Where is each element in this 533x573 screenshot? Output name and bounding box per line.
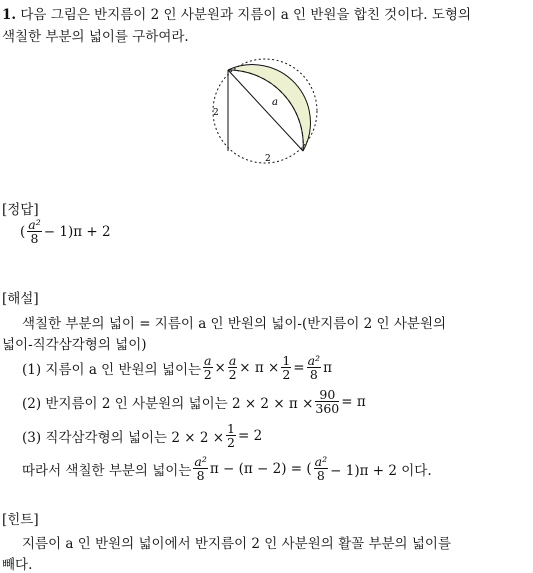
- step3-frac-num: 1: [227, 421, 235, 436]
- problem-text-2: 색칠한 부분의 넓이를 구하여라.: [2, 29, 189, 45]
- conclusion-mid: π − (π − 2) = (: [209, 460, 312, 477]
- step1-frac-1-den: 2: [203, 367, 212, 382]
- conclusion-frac-2-num: a²: [314, 454, 328, 469]
- explanation-conclusion: [22, 455, 432, 482]
- answer-fraction: [27, 218, 41, 245]
- step1-label: (1) 지름이 a 인 반원의 넓이는: [22, 361, 202, 378]
- problem-line-1: [2, 3, 471, 23]
- label-bottom-2: 2: [265, 154, 271, 164]
- step3-frac: [226, 422, 236, 449]
- explanation-step-2: [22, 388, 366, 415]
- label-left-2: 2: [213, 108, 219, 118]
- shaded-region: [228, 65, 310, 151]
- hint-line-2: 빼다.: [2, 557, 33, 573]
- step1-frac-1-num: a: [204, 353, 212, 368]
- label-a: a: [272, 97, 278, 108]
- answer-frac-den: 8: [30, 231, 39, 246]
- step1-times: ×: [214, 359, 226, 376]
- step1-mid: × π ×: [239, 359, 280, 376]
- step2-label: (2) 반지름이 2 인 사분원의 넓이는 2 × 2 × π ×: [22, 395, 314, 412]
- step1-frac-1: [203, 354, 212, 381]
- hint-header: [힌트]: [2, 512, 39, 528]
- step1-frac-4-num: a²: [307, 353, 321, 368]
- step2-frac-num: 90: [315, 388, 339, 402]
- conclusion-frac-1-den: 8: [196, 468, 205, 483]
- hint-line-1: 지름이 a 인 반원의 넓이에서 반지름이 2 인 사분원의 활꼴 부분의 넓이를: [22, 536, 451, 552]
- step1-frac-4-den: 8: [309, 367, 318, 382]
- explanation-step-1: [22, 354, 332, 381]
- step1-frac-2: [228, 354, 237, 381]
- answer-open: (: [20, 223, 26, 240]
- answer-expression: [20, 218, 111, 245]
- step2-frac: [315, 388, 339, 415]
- step1-frac-4: [307, 354, 321, 381]
- figure-diagram: [205, 55, 330, 165]
- explanation-header: [해설]: [2, 291, 39, 307]
- conclusion-frac-1-num: a²: [194, 454, 207, 469]
- conclusion-label: 따라서 색칠한 부분의 넓이는: [22, 462, 192, 479]
- step3-frac-den: 2: [227, 435, 235, 450]
- step1-frac-2-num: a: [228, 353, 237, 368]
- answer-frac-num: a²: [28, 217, 41, 232]
- step1-frac-2-den: 2: [228, 367, 237, 382]
- step1-frac-3-num: 1: [282, 353, 291, 368]
- step1-frac-3: [281, 354, 291, 381]
- conclusion-tail: − 1)π + 2 이다.: [330, 462, 432, 479]
- step2-tail: = π: [341, 393, 366, 410]
- step1-frac-3-den: 2: [282, 367, 291, 382]
- answer-rest: − 1)π + 2: [43, 223, 111, 240]
- problem-number: 1.: [2, 7, 17, 23]
- problem-text-1: 다음 그림은 반지름이 2 인 사분원과 지름이 a 인 반원을 합친 것이다. 도형의: [20, 7, 472, 23]
- explanation-line-2: 넓이-직각삼각형의 넓이): [2, 337, 147, 353]
- step3-tail: = 2: [238, 427, 263, 444]
- step1-tail: π: [323, 359, 332, 376]
- step3-label: (3) 직각삼각형의 넓이는 2 × 2 ×: [22, 429, 225, 446]
- explanation-line-1: 색칠한 부분의 넓이 = 지름이 a 인 반원의 넓이-(반지름이 2 인 사분원의: [22, 316, 447, 332]
- conclusion-frac-2: [314, 455, 328, 482]
- conclusion-frac-1: [193, 455, 207, 482]
- conclusion-frac-2-den: 8: [316, 468, 325, 483]
- step2-frac-den: 360: [315, 401, 340, 416]
- explanation-step-3: [22, 422, 262, 449]
- answer-header: [정답]: [2, 202, 39, 218]
- step1-eq: =: [293, 359, 305, 376]
